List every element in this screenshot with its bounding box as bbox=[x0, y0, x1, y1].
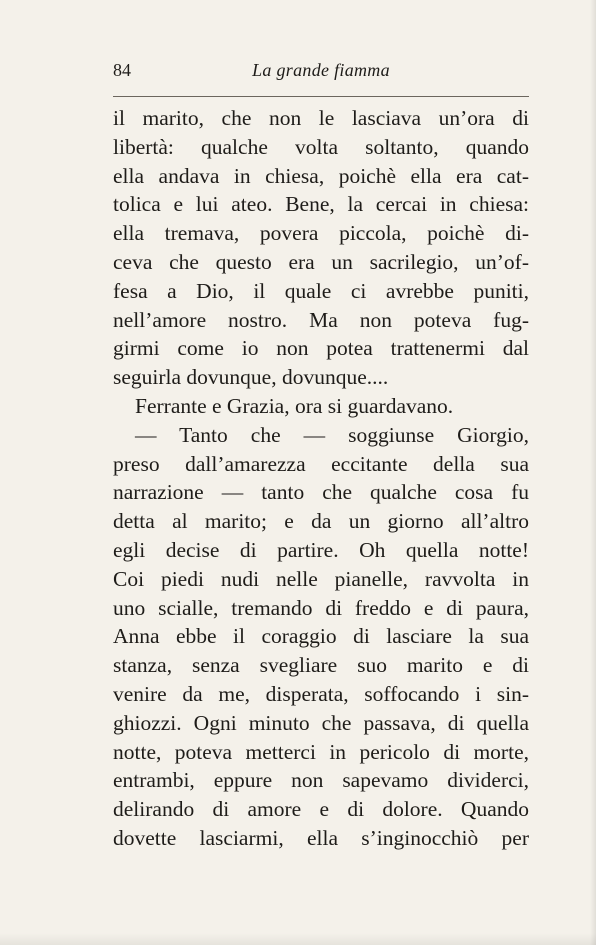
page-header bbox=[113, 56, 529, 84]
text-line: notte, poteva metterci in pericolo di morte, bbox=[113, 739, 529, 764]
text-line: il marito, che non le lasciava un’ora di bbox=[113, 106, 529, 130]
text-line: nell’amore nostro. Ma non poteva fug- bbox=[113, 307, 529, 332]
text-line: tolica e lui ateo. Bene, la cercai in chiesa: bbox=[113, 192, 529, 217]
text-line: stanza, senza svegliare suo marito e di bbox=[113, 653, 529, 678]
text-line: seguirla dovunque, dovunque.... bbox=[113, 365, 389, 390]
text-line: Coi piedi nudi nelle pianelle, ravvolta in bbox=[113, 566, 529, 591]
text-line: girmi come io non potea trattenermi dal bbox=[113, 336, 529, 361]
text-line: — Tanto che — soggiunse Giorgio, bbox=[135, 422, 529, 447]
header-rule bbox=[113, 96, 529, 97]
text-line: Anna ebbe il coraggio di lasciare la sua bbox=[113, 624, 529, 649]
text-line: entrambi, eppure non sapevamo dividerci, bbox=[113, 768, 529, 793]
page-bottom-edge bbox=[0, 933, 596, 945]
text-line: delirando di amore e di dolore. Quando bbox=[113, 797, 529, 822]
text-line: Ferrante e Grazia, ora si guardavano. bbox=[135, 393, 454, 418]
body-text bbox=[113, 104, 529, 853]
page-edge-shadow bbox=[590, 0, 596, 945]
text-line: egli decise di partire. Oh quella notte! bbox=[113, 537, 529, 562]
running-title: La grande fiamma bbox=[252, 60, 390, 80]
text-line: fesa a Dio, il quale ci avrebbe puniti, bbox=[113, 278, 529, 303]
text-line: detta al marito; e da un giorno all’altro bbox=[113, 509, 529, 534]
text-line: preso dall’amarezza eccitante della sua bbox=[113, 451, 529, 476]
text-line: ella tremava, povera piccola, poichè di- bbox=[113, 221, 529, 246]
text-line: narrazione — tanto che qualche cosa fu bbox=[113, 480, 529, 505]
text-line: libertà: qualche volta soltanto, quando bbox=[113, 134, 529, 159]
text-line: ceva che questo era un sacrilegio, un’of- bbox=[113, 249, 529, 274]
text-line: dovette lasciarmi, ella s’inginocchiò per bbox=[113, 825, 529, 850]
text-line: uno scialle, tremando di freddo e di paura, bbox=[113, 595, 529, 620]
text-line: ella andava in chiesa, poichè ella era cat- bbox=[113, 163, 529, 188]
text-line: ghiozzi. Ogni minuto che passava, di quella bbox=[113, 710, 529, 735]
page-number: 84 bbox=[113, 60, 131, 80]
text-line: venire da me, disperata, soffocando i sin- bbox=[113, 681, 529, 706]
